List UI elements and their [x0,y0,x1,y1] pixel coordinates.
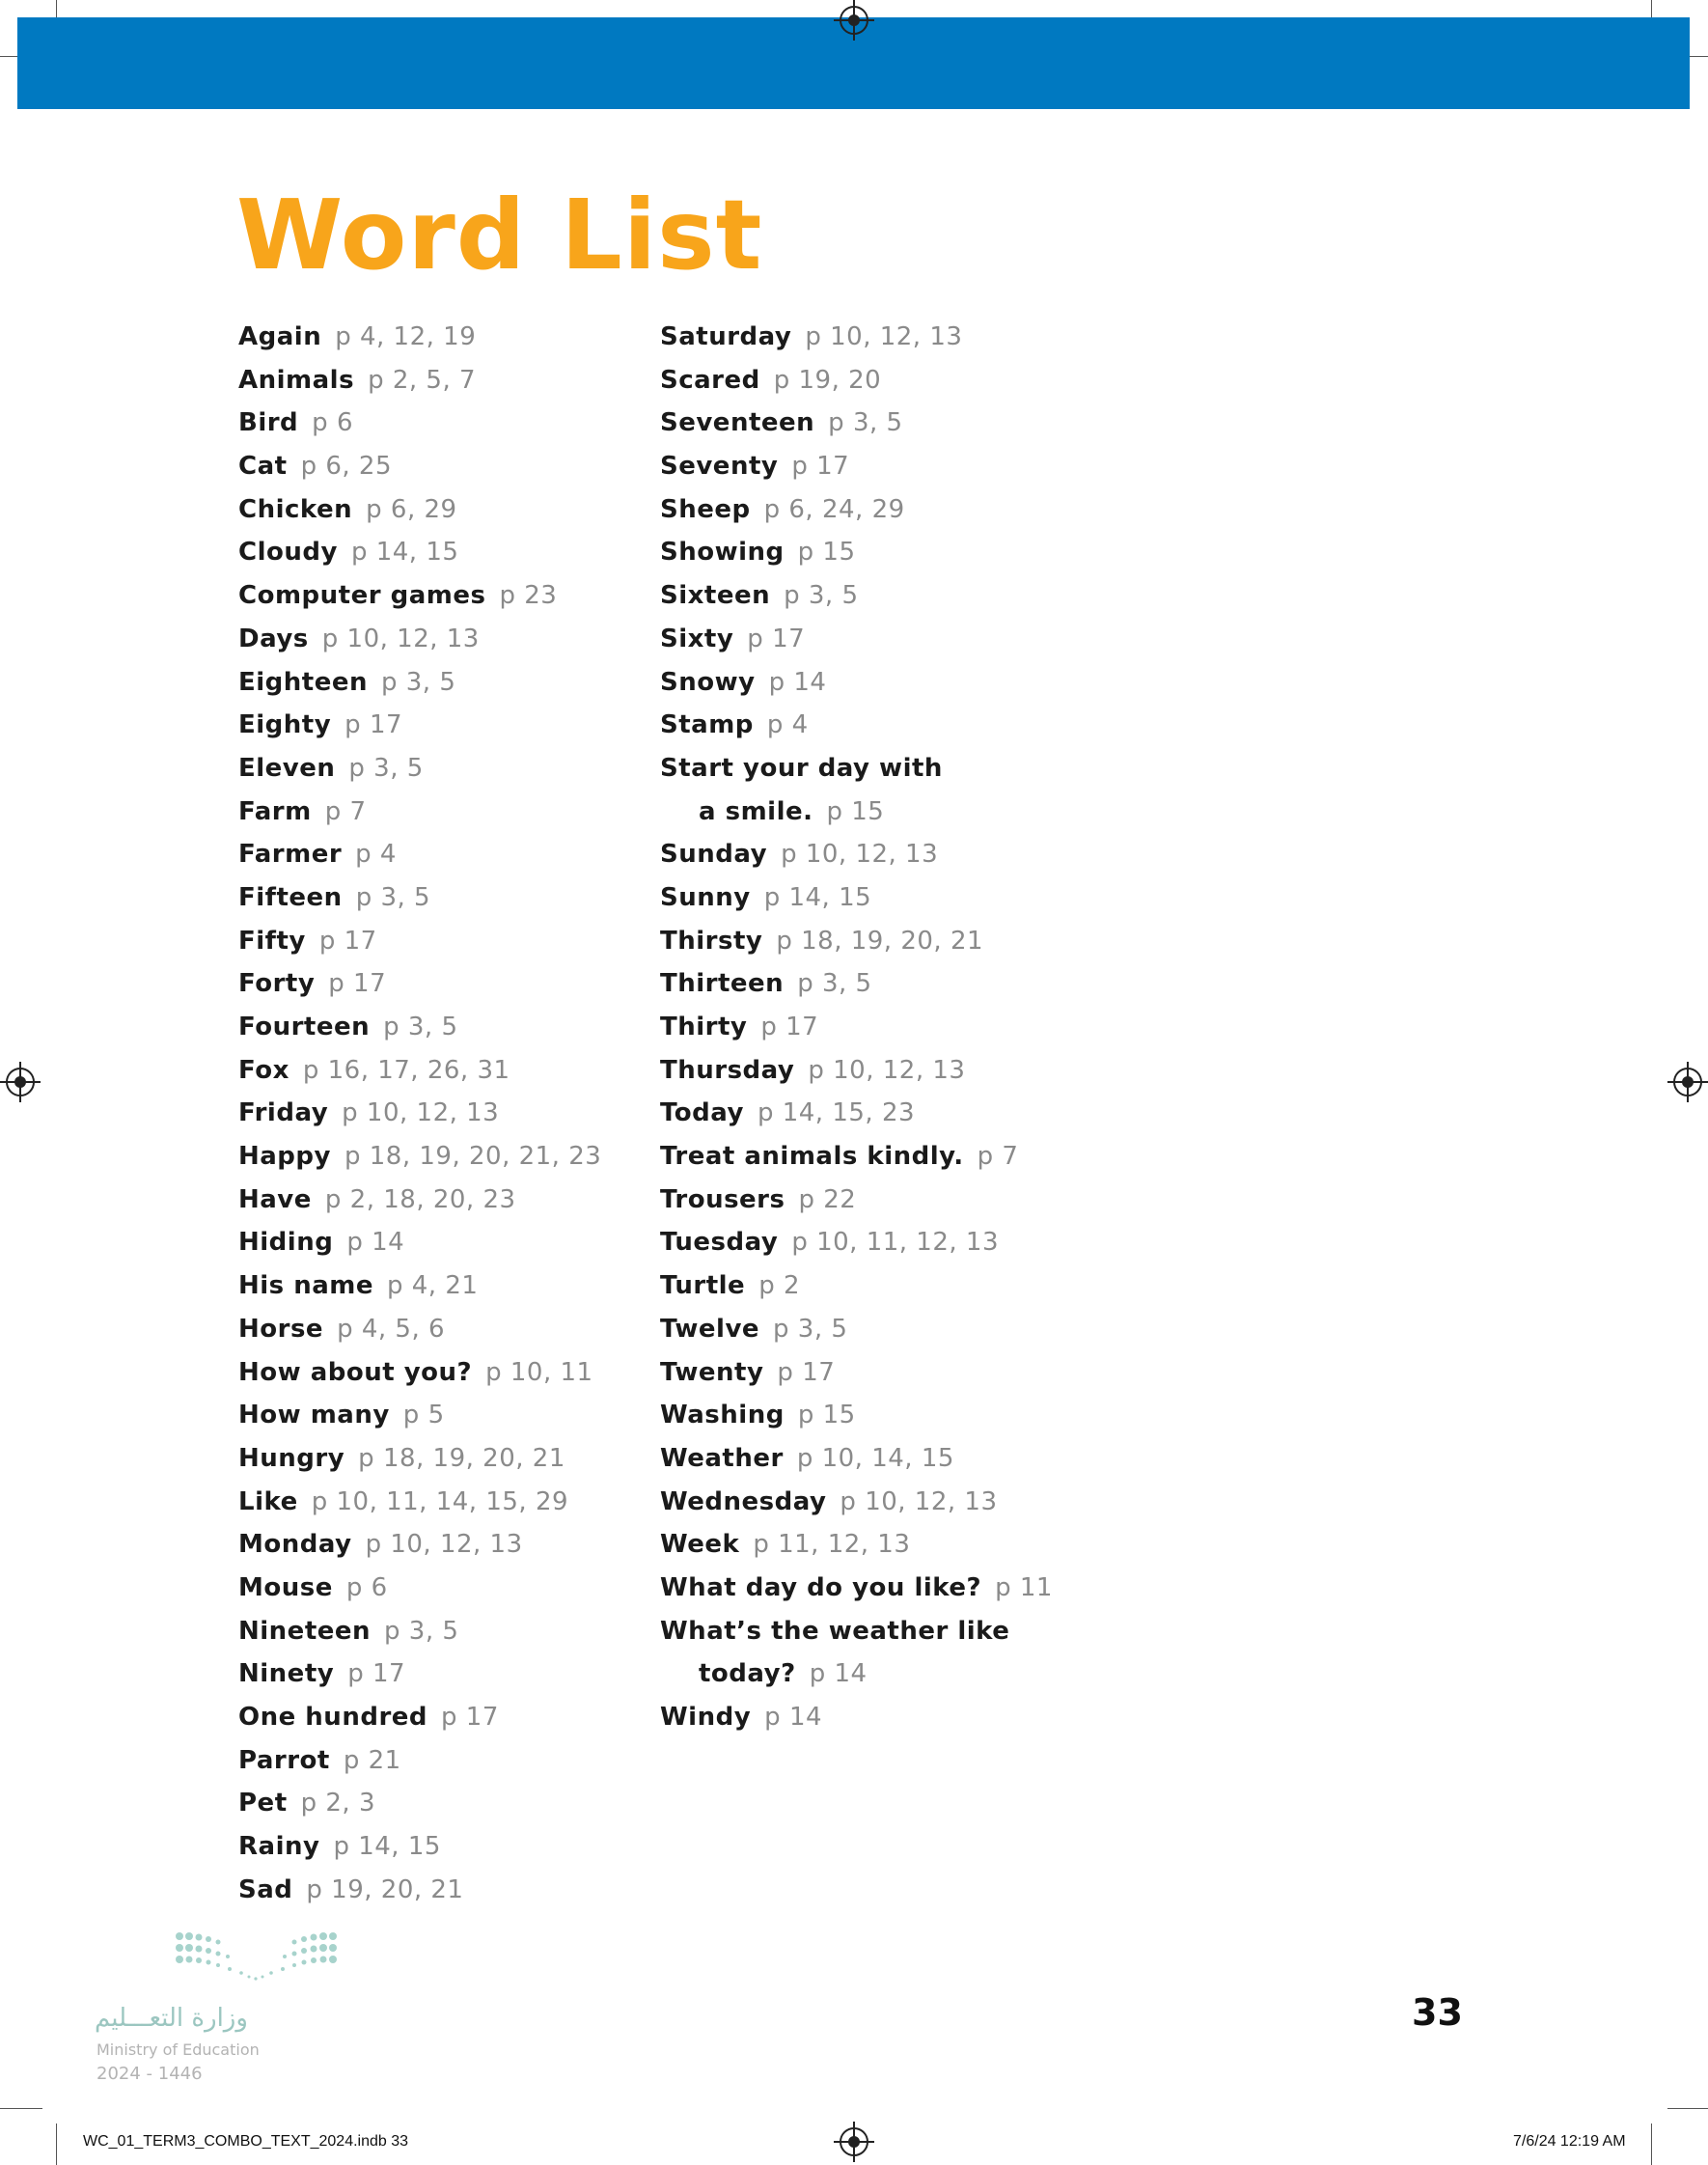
word-term: Days [238,624,309,653]
word-entry [238,1742,653,1786]
word-page-refs: p 10, 12, 13 [781,840,939,870]
word-page-refs: p 3, 5 [384,1616,459,1646]
word-page-refs: p 7 [977,1142,1019,1172]
word-entry [238,1828,653,1872]
crop-mark [0,2108,42,2109]
word-term: Parrot [238,1745,330,1775]
word-page-refs: p 14 [346,1228,405,1258]
page-number: 33 [1412,1991,1463,2034]
word-page-refs: p 11 [995,1572,1053,1602]
word-entry [660,1311,1104,1354]
word-entry [238,879,653,923]
word-entry [660,1440,1104,1484]
word-term: Nineteen [238,1616,372,1646]
ministry-logo-english-text: Ministry of Education [96,2040,260,2059]
word-page-refs: p 4, 21 [386,1271,479,1301]
word-entry [660,1613,1104,1656]
word-page-refs: p 10, 11, 14, 15, 29 [311,1486,569,1516]
word-page-refs: p 17 [777,1357,836,1387]
word-entry [660,707,1104,750]
crop-mark [1667,2108,1708,2109]
word-entry [238,1354,653,1398]
word-entry [238,1440,653,1484]
word-page-refs: p 14, 15 [763,882,872,912]
word-term: today? [699,1659,796,1689]
word-list-right-column [660,319,1104,1742]
word-term: Eleven [238,753,336,783]
word-entry [238,1872,653,1915]
word-term: One hundred [238,1703,428,1732]
word-entry [660,1267,1104,1311]
word-term: How many [238,1401,390,1430]
word-entry [238,1311,653,1354]
word-page-refs: p 14 [764,1703,823,1732]
word-entry [660,923,1104,966]
word-page-refs: p 10, 12, 13 [840,1486,998,1516]
word-page-refs: p 15 [826,796,885,826]
word-term: Happy [238,1142,331,1172]
word-entry [660,1009,1104,1052]
word-page-refs: p 10, 11 [485,1357,593,1387]
word-entry [238,621,653,664]
word-page-refs: p 6 [345,1572,388,1602]
word-entry [238,1138,653,1181]
word-term: Twenty [660,1357,764,1387]
word-entry [238,923,653,966]
word-page-refs: p 15 [797,1401,856,1430]
word-entry [660,879,1104,923]
word-entry [660,491,1104,535]
word-term: Bird [238,408,299,438]
word-entry [238,664,653,708]
word-page-refs: p 17 [328,969,387,999]
word-entry [238,750,653,793]
word-page-refs: p 14, 15 [350,538,459,568]
word-entry [660,621,1104,664]
word-page-refs: p 18, 19, 20, 21 [358,1443,565,1473]
word-term: Pet [238,1789,288,1818]
word-page-refs: p 3, 5 [828,408,903,438]
word-term: Thirty [660,1013,748,1041]
word-page-refs: p 17 [760,1013,819,1041]
word-page-refs: p 4 [766,710,809,740]
word-term: Ninety [238,1659,335,1689]
word-entry [238,836,653,879]
word-page-refs: p 17 [791,452,850,482]
word-entry [238,1569,653,1613]
word-page-refs: p 10, 12, 13 [365,1530,523,1560]
word-term: Animals [238,365,355,395]
word-term: Wednesday [660,1486,827,1516]
word-page-refs: p 6 [312,408,353,438]
word-term: Eighteen [238,667,368,697]
word-page-refs: p 5 [402,1401,445,1430]
word-entry [660,1354,1104,1398]
word-term: Again [238,322,322,351]
word-entry [238,1526,653,1569]
word-term: Fifty [238,926,306,956]
word-entry [660,664,1104,708]
word-term: a smile. [699,796,813,826]
word-page-refs: p 4, 12, 19 [335,322,477,351]
word-entry [238,577,653,621]
word-entry [660,362,1104,405]
word-entry [238,965,653,1009]
word-term: Like [238,1486,298,1516]
word-entry [238,404,653,448]
word-page-refs: p 14, 15, 23 [757,1098,916,1128]
word-term: Treat animals kindly. [660,1142,964,1172]
word-list-left-column [238,319,653,1914]
ministry-logo-year: 2024 - 1446 [96,2064,203,2084]
word-term: Saturday [660,322,792,351]
word-entry [660,1699,1104,1742]
word-term: Eighty [238,710,332,740]
word-term: What day do you like? [660,1572,982,1602]
word-entry [660,1181,1104,1225]
word-page-refs: p 10, 12, 13 [342,1098,500,1128]
word-term: What’s the weather like [660,1616,1010,1646]
word-page-refs: p 3, 5 [797,969,872,999]
word-page-refs: p 3, 5 [784,581,859,611]
word-page-refs: p 19, 20 [773,365,882,395]
word-entry [660,1484,1104,1527]
word-page-refs: p 10, 12, 13 [808,1055,966,1085]
word-term: Seventy [660,452,779,482]
word-entry [238,1224,653,1267]
word-term: Farmer [238,840,343,870]
word-entry [238,1613,653,1656]
word-term: Computer games [238,581,486,611]
word-term: Rainy [238,1832,320,1862]
ministry-logo [95,1930,336,2095]
word-term: Have [238,1184,312,1214]
word-entry [238,1009,653,1052]
word-page-refs: p 16, 17, 26, 31 [302,1055,510,1085]
word-term: Stamp [660,710,754,740]
word-term: Forty [238,969,316,999]
ministry-logo-dots-icon [172,1930,341,1986]
word-term: Tuesday [660,1228,779,1258]
word-term: Windy [660,1703,752,1732]
word-term: Fifteen [238,882,343,912]
word-page-refs: p 7 [324,796,367,826]
word-page-refs: p 11, 12, 13 [753,1530,911,1560]
word-page-refs: p 6, 24, 29 [763,494,905,524]
word-term: Fox [238,1055,289,1085]
word-page-refs: p 14, 15 [333,1832,441,1862]
word-term: Snowy [660,667,756,697]
word-page-refs: p 10, 12, 13 [805,322,963,351]
word-entry [238,1095,653,1138]
word-entry [660,1397,1104,1440]
crop-mark [56,2123,57,2165]
word-term: Hiding [238,1228,334,1258]
word-term: Cat [238,452,288,482]
word-entry [238,491,653,535]
word-page-refs: p 17 [318,926,377,956]
word-page-refs: p 23 [499,581,558,611]
word-term: Start your day with [660,753,943,783]
registration-mark-icon [840,2127,868,2156]
word-entry [660,577,1104,621]
word-term: His name [238,1271,373,1301]
word-entry [660,404,1104,448]
registration-mark-icon [840,6,868,35]
word-page-refs: p 2, 18, 20, 23 [324,1184,516,1214]
word-term: Cloudy [238,538,338,568]
word-term: Thirsty [660,926,763,956]
word-entry [238,1397,653,1440]
word-entry [660,1569,1104,1613]
word-entry [238,1267,653,1311]
word-term: Twelve [660,1314,760,1344]
word-page-refs: p 10, 14, 15 [796,1443,954,1473]
word-page-refs: p 17 [347,1659,406,1689]
word-entry [238,448,653,491]
word-term: Seventeen [660,408,815,438]
word-entry [660,1526,1104,1569]
word-page-refs: p 18, 19, 20, 21, 23 [344,1142,602,1172]
word-page-refs: p 10, 12, 13 [321,624,480,653]
word-term: Farm [238,796,312,826]
word-entry [660,1095,1104,1138]
crop-mark [1651,2123,1652,2165]
word-entry [238,534,653,577]
word-entry [660,750,1104,793]
word-entry [660,836,1104,879]
word-term: Washing [660,1401,785,1430]
word-term: How about you? [238,1357,473,1387]
word-page-refs: p 2, 5, 7 [368,365,477,395]
word-entry [238,362,653,405]
print-slug-date: 7/6/24 12:19 AM [1513,2133,1626,2150]
word-term: Sixty [660,624,734,653]
word-entry [660,319,1104,362]
word-entry [238,1785,653,1828]
word-page-refs: p 21 [343,1745,401,1775]
registration-mark-icon [6,1068,35,1096]
word-term: Fourteen [238,1013,371,1041]
word-page-refs: p 14 [768,667,827,697]
word-term: Sunny [660,882,751,912]
word-entry [660,1655,1104,1699]
word-entry [660,965,1104,1009]
word-entry [238,1181,653,1225]
word-page-refs: p 3, 5 [348,753,424,783]
word-entry [238,793,653,837]
word-page-refs: p 19, 20, 21 [306,1874,464,1904]
word-term: Horse [238,1314,324,1344]
word-entry [660,534,1104,577]
word-entry [660,1224,1104,1267]
word-page-refs: p 3, 5 [355,882,431,912]
word-entry [238,1699,653,1742]
word-term: Week [660,1530,740,1560]
registration-mark-icon [1673,1068,1702,1096]
word-page-refs: p 22 [798,1184,857,1214]
word-term: Sunday [660,840,768,870]
word-page-refs: p 10, 11, 12, 13 [791,1228,1000,1258]
word-entry [660,448,1104,491]
word-page-refs: p 6, 29 [366,494,457,524]
word-entry [238,1655,653,1699]
word-page-refs: p 15 [797,538,856,568]
word-term: Friday [238,1098,329,1128]
word-term: Trousers [660,1184,785,1214]
word-page-refs: p 18, 19, 20, 21 [776,926,984,956]
word-term: Today [660,1098,744,1128]
word-page-refs: p 4 [355,840,397,870]
word-page-refs: p 3, 5 [383,1013,458,1041]
word-page-refs: p 2 [758,1271,800,1301]
word-term: Sixteen [660,581,771,611]
word-term: Sheep [660,494,751,524]
word-term: Mouse [238,1572,333,1602]
word-term: Turtle [660,1271,746,1301]
word-entry [660,1138,1104,1181]
word-term: Sad [238,1874,293,1904]
word-page-refs: p 3, 5 [773,1314,848,1344]
word-entry [238,707,653,750]
word-term: Monday [238,1530,352,1560]
word-entry [238,1052,653,1096]
word-page-refs: p 4, 5, 6 [337,1314,446,1344]
ministry-logo-arabic-text: وزارة التعـــليم [95,2004,248,2033]
word-entry [660,1052,1104,1096]
word-entry [660,793,1104,837]
word-term: Weather [660,1443,784,1473]
word-page-refs: p 14 [809,1659,868,1689]
word-term: Chicken [238,494,353,524]
word-page-refs: p 3, 5 [381,667,456,697]
word-page-refs: p 17 [344,710,403,740]
word-term: Scared [660,365,760,395]
word-entry [238,319,653,362]
word-term: Thirteen [660,969,785,999]
word-term: Thursday [660,1055,795,1085]
word-entry [238,1484,653,1527]
print-slug-filename: WC_01_TERM3_COMBO_TEXT_2024.indb 33 [83,2133,409,2150]
word-term: Hungry [238,1443,345,1473]
word-page-refs: p 17 [441,1703,499,1732]
word-term: Showing [660,538,785,568]
word-page-refs: p 2, 3 [300,1789,376,1818]
page-title: Word List [236,179,763,291]
word-page-refs: p 17 [747,624,806,653]
word-page-refs: p 6, 25 [300,452,392,482]
